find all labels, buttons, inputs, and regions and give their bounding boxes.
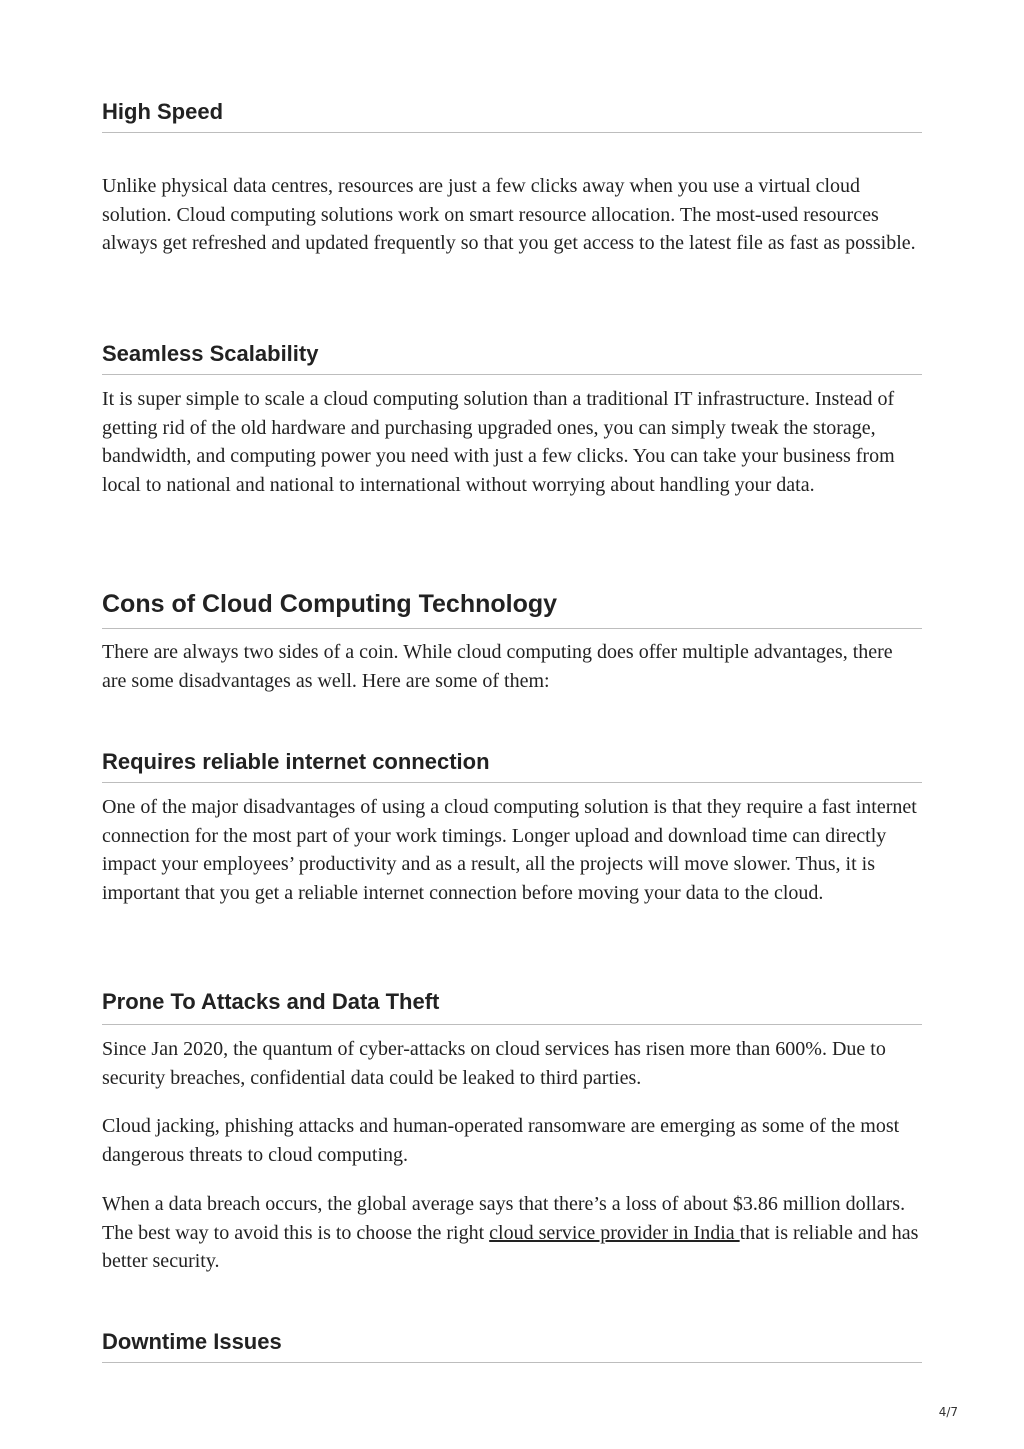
section-cons xyxy=(102,589,922,619)
paragraph-internet: One of the major disadvantages of using a cloud computing solution is that they require a fast internet connection for the most part of your work timings. Longer upload and download time can directly impact your employees’ productivity and as a result, all the projects will move slower. Thus, it is important that you get a reliable internet connection before moving your data to the cloud. xyxy=(102,796,917,904)
section-internet xyxy=(102,749,922,775)
section-high-speed xyxy=(102,99,922,125)
heading-high-speed: High Speed xyxy=(102,99,224,124)
paragraph-attacks-3-before: When a data breach occurs, the global average says that there’s a loss of about $3.86 million dollars. The best way to avoid this is to choose the right xyxy=(102,1193,906,1244)
paragraph-seamless-scalability: It is super simple to scale a cloud computing solution than a traditional IT infrastructure. Instead of getting rid of the old hardware and purchasing upgraded ones, you can simply tweak the storage, bandwidth, and computing power you need with just a few clicks. You can take your business from local to national and national to international without worrying about handling your data. xyxy=(102,388,895,496)
paragraph-attacks-2: Cloud jacking, phishing attacks and human-operated ransomware are emerging as some of the most dangerous threats to cloud computing. xyxy=(102,1115,900,1166)
cloud-service-provider-link[interactable]: cloud service provider in India xyxy=(489,1221,740,1244)
heading-internet: Requires reliable internet connection xyxy=(102,749,490,774)
heading-downtime: Downtime Issues xyxy=(102,1329,282,1354)
section-downtime xyxy=(102,1329,922,1355)
paragraph-attacks-1: Since Jan 2020, the quantum of cyber-attacks on cloud services has risen more than 600%. Due to security breaches, confidential data could be leaked to third parties. xyxy=(102,1038,886,1089)
heading-seamless-scalability: Seamless Scalability xyxy=(102,341,319,366)
heading-rule xyxy=(102,132,922,133)
heading-rule xyxy=(102,374,922,375)
page-number: 4/7 xyxy=(938,1405,958,1419)
section-seamless-scalability xyxy=(102,341,922,367)
paragraph-high-speed: Unlike physical data centres, resources are just a few clicks away when you use a virtual cloud solution. Cloud computing solutions work on smart resource allocation. The most-used resources always get refreshed and updated frequently so that you get access to the latest file as fast as possible. xyxy=(102,175,916,254)
paragraph-cons: There are always two sides of a coin. While cloud computing does offer multiple advantages, there are some disadvantages as well. Here are some of them: xyxy=(102,641,893,692)
paragraph-attacks-3-after: that is reliable and has better security. xyxy=(102,1221,919,1272)
heading-rule xyxy=(102,782,922,783)
heading-rule xyxy=(102,1024,922,1025)
paragraph-attacks-3 xyxy=(102,1190,922,1276)
heading-cons: Cons of Cloud Computing Technology xyxy=(102,590,558,618)
section-attacks xyxy=(102,989,922,1015)
heading-attacks: Prone To Attacks and Data Theft xyxy=(102,989,440,1014)
heading-rule xyxy=(102,628,922,629)
heading-rule xyxy=(102,1362,922,1363)
